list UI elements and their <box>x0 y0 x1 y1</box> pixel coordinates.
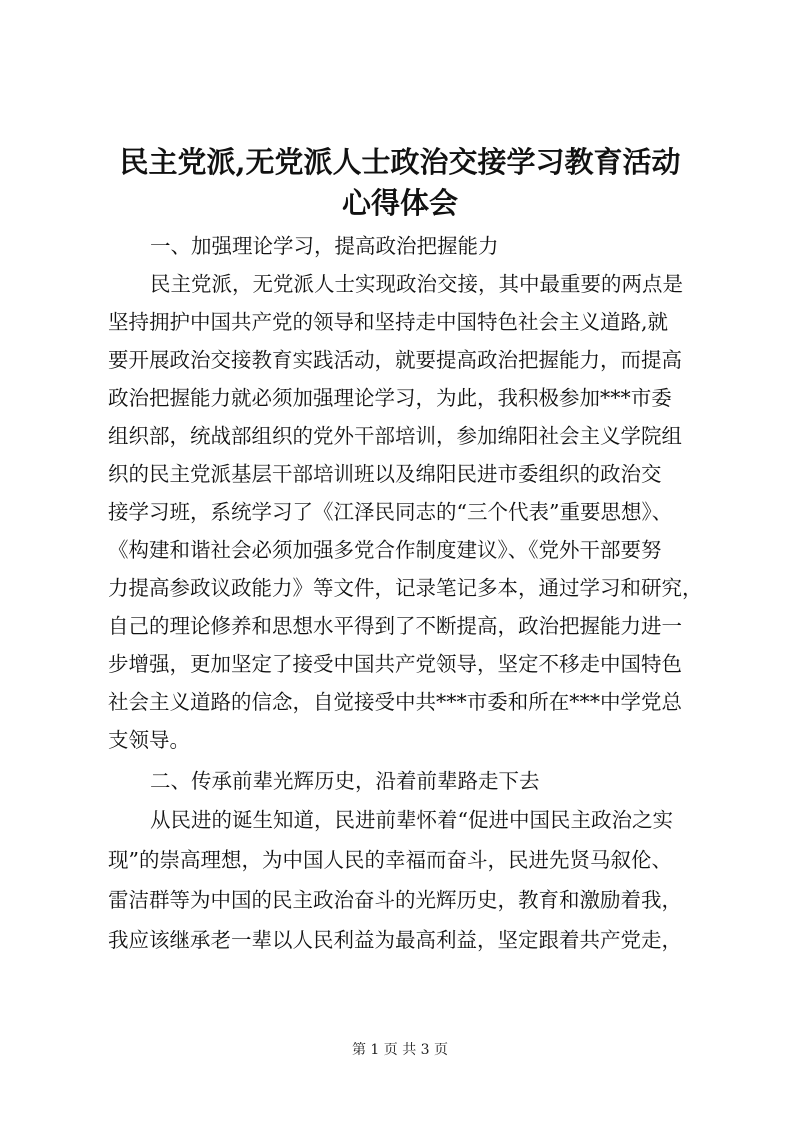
paragraph-line: 《构建和谐社会必须加强多党合作制度建议》、《党外干部要努 <box>108 538 662 562</box>
paragraph-line: 组织部，统战部组织的党外干部培训，参加绵阳社会主义学院组 <box>108 424 682 448</box>
paragraph-line: 民主党派，无党派人士实现政治交接，其中最重要的两点是 <box>150 272 683 296</box>
paragraph-line: 雷洁群等为中国的民主政治奋斗的光辉历史，教育和激励着我， <box>108 888 682 912</box>
paragraph-line: 步增强，更加坚定了接受中国共产党领导，坚定不移走中国特色 <box>108 652 682 676</box>
page-footer: 第 1 页 共 3 页 <box>351 1042 449 1058</box>
paragraph-line: 织的民主党派基层干部培训班以及绵阳民进市委组织的政治交 <box>108 462 662 486</box>
paragraph-line: 自己的理论修养和思想水平得到了不断提高，政治把握能力进一 <box>108 614 682 638</box>
paragraph-line: 从民进的诞生知道，民进前辈怀着“促进中国民主政治之实 <box>150 808 673 832</box>
paragraph-line: 政治把握能力就必须加强理论学习，为此，我积极参加***市委 <box>108 386 672 410</box>
paragraph-line: 力提高参政议政能力》等文件，记录笔记多本，通过学习和研究， <box>108 576 703 600</box>
paragraph-line: 现”的崇高理想，为中国人民的幸福而奋斗，民进先贤马叙伦、 <box>108 848 672 872</box>
paragraph-line: 支领导。 <box>108 728 190 752</box>
paragraph-line: 社会主义道路的信念，自觉接受中共***市委和所在***中学党总 <box>108 690 682 714</box>
paragraph-line: 坚持拥护中国共产党的领导和坚持走中国特色社会主义道路,就 <box>108 310 669 334</box>
section-1-heading: 一、加强理论学习，提高政治把握能力 <box>150 234 499 258</box>
paragraph-line: 接学习班，系统学习了《江泽民同志的“三个代表”重要思想》、 <box>108 500 673 524</box>
document-title-line-2: 心得体会 <box>341 186 458 220</box>
section-2-heading: 二、传承前辈光辉历史，沿着前辈路走下去 <box>150 769 540 793</box>
paragraph-line: 要开展政治交接教育实践活动，就要提高政治把握能力，而提高 <box>108 348 682 372</box>
paragraph-line: 我应该继承老一辈以人民利益为最高利益，坚定跟着共产党走， <box>108 928 682 952</box>
document-title-line-1: 民主党派,无党派人士政治交接学习教育活动 <box>119 145 681 179</box>
